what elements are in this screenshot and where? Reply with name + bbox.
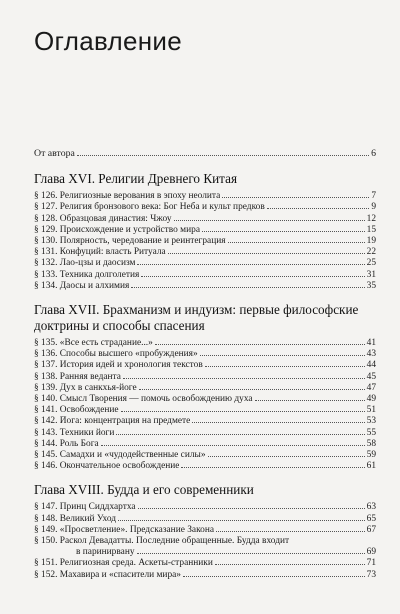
- toc-entry: [34, 502, 376, 513]
- toc-entry-text: § 129. Происхождение и устройство мира: [34, 224, 200, 235]
- toc-entry-text: § 140. Смысл Творения — помочь освобождению духа: [34, 394, 253, 405]
- chapter-section: [34, 171, 376, 292]
- toc-entry-page: 55: [366, 427, 376, 438]
- dot-leader: [200, 354, 365, 356]
- toc-entry: [34, 536, 376, 547]
- dot-leader: [116, 433, 364, 435]
- toc-entry-page: 67: [366, 524, 376, 535]
- chapter-section: [34, 482, 376, 580]
- toc-entry: [34, 428, 376, 439]
- toc-entry-continuation: [34, 547, 376, 558]
- toc-entry-page: 58: [366, 438, 376, 449]
- dot-leader: [139, 388, 365, 390]
- toc-entry-text: § 149. «Просветление». Предсказание Закона: [34, 524, 215, 535]
- dot-leader: [208, 455, 365, 457]
- toc-entry-text: § 130. Полярность, чередование и реинтеграция: [34, 236, 226, 247]
- toc-entry: [34, 394, 376, 405]
- dot-leader: [192, 421, 364, 423]
- toc-entry-page: 63: [366, 502, 376, 513]
- toc-entry-text: § 139. Дух в санкхья-йоге: [34, 382, 137, 393]
- toc-entry-text: § 132. Лао-цзы и даосизм: [34, 258, 136, 269]
- toc-entry-page: 43: [366, 349, 376, 360]
- dot-leader: [155, 343, 365, 345]
- toc-entry-text: § 147. Принц Сиддхартха: [34, 502, 136, 513]
- toc-entry-text: § 141. Освобождение: [34, 405, 119, 416]
- dot-leader: [267, 207, 370, 209]
- dot-leader: [123, 377, 365, 379]
- dot-leader: [138, 507, 365, 509]
- toc-entry-text: § 148. Великий Уход: [34, 513, 117, 524]
- toc-entry: [34, 383, 376, 394]
- toc-entry: [34, 558, 376, 569]
- dot-leader: [141, 275, 364, 277]
- toc-entry-page: 65: [366, 513, 376, 524]
- toc-entry-text: § 151. Религиозная среда. Аскеты-странники: [34, 558, 213, 569]
- toc-entry: [34, 416, 376, 427]
- toc-entry: [34, 338, 376, 349]
- toc-entry-text: § 128. Образцовая династия: Чжоу: [34, 213, 172, 224]
- chapter-list: [34, 171, 376, 581]
- toc-entry-page: 35: [366, 280, 376, 291]
- toc-entry-text: § 126. Религиозные верования в эпоху неолита: [34, 191, 221, 202]
- chapter-heading: Глава XVII. Брахманизм и индуизм: первые философские доктрины и способы спасения: [34, 302, 359, 334]
- toc-entry-text: От автора: [34, 148, 75, 159]
- toc-entry-page: 41: [366, 338, 376, 349]
- toc-entry-text: § 134. Даосы и алхимия: [34, 280, 130, 291]
- dot-leader: [183, 575, 365, 577]
- chapter-section: [34, 302, 376, 472]
- dot-leader: [255, 399, 365, 401]
- toc-entry-page: 22: [366, 247, 376, 258]
- page-title: Оглавление: [34, 26, 182, 56]
- toc-entry-page: 45: [366, 371, 376, 382]
- toc-entry: [34, 214, 376, 225]
- toc-entry-text: § 138. Ранняя веданта: [34, 371, 121, 382]
- dot-leader: [118, 519, 365, 521]
- toc-entry-page: 51: [366, 405, 376, 416]
- toc-entry-text: § 127. Религия бронзового века: Бог Неба и культ предков: [34, 202, 265, 213]
- toc-entry-text: § 135. «Все есть страдание...»: [34, 338, 153, 349]
- toc-entry-text: § 144. Роль Бога: [34, 438, 99, 449]
- dot-leader: [222, 196, 369, 198]
- dot-leader: [205, 365, 365, 367]
- toc-entry-page: 69: [366, 547, 376, 558]
- toc-entry: [34, 191, 376, 202]
- toc-entry-page: 47: [366, 382, 376, 393]
- toc-entry-text: § 150. Раскол Девадатты. Последние обращенные. Будда входит: [34, 536, 290, 547]
- toc-entry-text: § 142. Йога: концентрация на предмете: [34, 416, 191, 427]
- toc-entry-text: § 143. Техники йоги: [34, 427, 115, 438]
- toc-entry-text: § 131. Конфуций: власть Ритуала: [34, 247, 166, 258]
- toc-entry: [34, 461, 376, 472]
- toc-entry: [34, 225, 376, 236]
- toc-entry-page: 53: [366, 416, 376, 427]
- toc-entry: [34, 372, 376, 383]
- dot-leader: [137, 263, 364, 265]
- dot-leader: [168, 252, 365, 254]
- toc-entry-text: § 136. Способы высшего «пробуждения»: [34, 349, 198, 360]
- toc-entry: [34, 450, 376, 461]
- table-of-contents: [34, 148, 376, 581]
- dot-leader: [181, 466, 364, 468]
- toc-entry: [34, 405, 376, 416]
- toc-entry: [34, 514, 376, 525]
- toc-entry-page: 73: [366, 569, 376, 580]
- toc-entry-page: 61: [366, 461, 376, 472]
- dot-leader: [215, 563, 365, 565]
- dot-leader: [216, 530, 365, 532]
- toc-entry: [34, 281, 376, 292]
- toc-entry-page: 6: [371, 148, 376, 159]
- toc-entry: [34, 247, 376, 258]
- toc-entry: [34, 570, 376, 581]
- toc-entry-page: 12: [366, 213, 376, 224]
- toc-entry-page: 15: [366, 224, 376, 235]
- toc-entry-page: 49: [366, 394, 376, 405]
- toc-entry-page: 59: [366, 450, 376, 461]
- toc-entry-text: § 145. Самадхи и «чудодейственные силы»: [34, 450, 206, 461]
- toc-entry-foreword: [34, 148, 376, 159]
- toc-entry-text: § 137. История идей и хронология текстов: [34, 360, 203, 371]
- toc-entry-page: 71: [366, 558, 376, 569]
- toc-entry-page: 7: [371, 191, 376, 202]
- toc-entry: [34, 439, 376, 450]
- toc-entry-page: 19: [366, 236, 376, 247]
- toc-entry: [34, 236, 376, 247]
- dot-leader: [101, 444, 365, 446]
- toc-entry-page: 31: [366, 269, 376, 280]
- dot-leader: [228, 241, 365, 243]
- toc-entry-text: § 146. Окончательное освобождение: [34, 461, 180, 472]
- dot-leader: [174, 219, 365, 221]
- toc-entry: [34, 360, 376, 371]
- toc-entry: [34, 525, 376, 536]
- dot-leader: [202, 230, 365, 232]
- toc-entry-page: 25: [366, 258, 376, 269]
- toc-entry-text: в паринирвану: [76, 547, 135, 558]
- toc-entry-page: 9: [371, 202, 376, 213]
- dot-leader: [121, 410, 365, 412]
- toc-entry: [34, 202, 376, 213]
- toc-entry-text: § 152. Махавира и «спасители мира»: [34, 569, 181, 580]
- toc-entry: [34, 258, 376, 269]
- dot-leader: [131, 286, 364, 288]
- toc-entry-text: § 133. Техника долголетия: [34, 269, 140, 280]
- toc-entry-page: 44: [366, 360, 376, 371]
- chapter-heading: Глава XVI. Религии Древнего Китая: [34, 171, 238, 187]
- dot-leader: [77, 154, 369, 156]
- dot-leader: [137, 552, 365, 554]
- chapter-heading: Глава XVIII. Будда и его современники: [34, 482, 254, 498]
- toc-entry: [34, 270, 376, 281]
- toc-entry: [34, 349, 376, 360]
